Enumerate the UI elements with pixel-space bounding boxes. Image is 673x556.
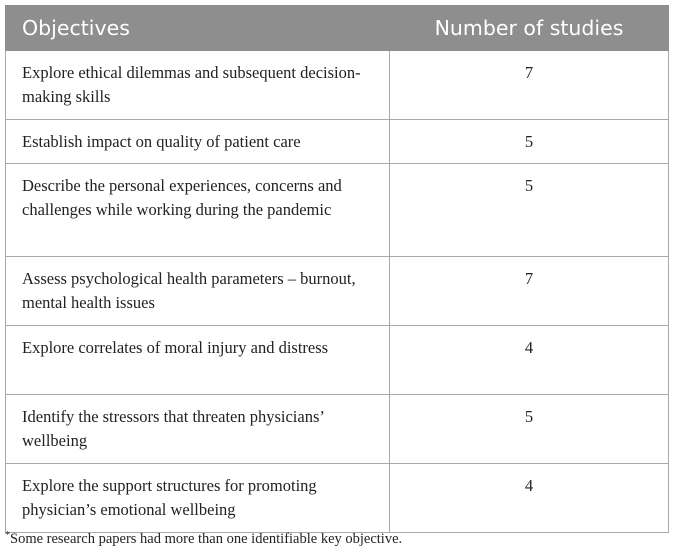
count-cell: 4 xyxy=(390,326,669,395)
count-cell: 5 xyxy=(390,164,669,257)
objective-cell: Identify the stressors that threaten physicians’ wellbeing xyxy=(6,395,390,464)
objectives-table xyxy=(5,5,669,533)
count-cell: 4 xyxy=(390,464,669,533)
table-row xyxy=(6,51,669,120)
table-row xyxy=(6,257,669,326)
header-number-of-studies: Number of studies xyxy=(390,6,669,51)
footnote-marker: * xyxy=(5,530,10,541)
table-footnote xyxy=(5,531,402,548)
objective-cell: Explore ethical dilemmas and subsequent decision-making skills xyxy=(6,51,390,120)
objective-cell: Describe the personal experiences, concerns and challenges while working during the pandemic xyxy=(6,164,390,257)
header-row xyxy=(6,6,669,51)
table-row xyxy=(6,120,669,164)
objectives-table-container xyxy=(5,5,668,533)
objective-cell: Explore the support structures for promoting physician’s emotional wellbeing xyxy=(6,464,390,533)
count-cell: 5 xyxy=(390,120,669,164)
objective-cell: Explore correlates of moral injury and distress xyxy=(6,326,390,395)
count-cell: 7 xyxy=(390,257,669,326)
table-row xyxy=(6,164,669,257)
objective-cell: Assess psychological health parameters – burnout, mental health issues xyxy=(6,257,390,326)
table-row xyxy=(6,464,669,533)
count-cell: 7 xyxy=(390,51,669,120)
count-cell: 5 xyxy=(390,395,669,464)
table-row xyxy=(6,326,669,395)
table-row xyxy=(6,395,669,464)
footnote-text: Some research papers had more than one identifiable key objective. xyxy=(10,531,403,547)
objective-cell: Establish impact on quality of patient care xyxy=(6,120,390,164)
header-objectives: Objectives xyxy=(6,6,390,51)
